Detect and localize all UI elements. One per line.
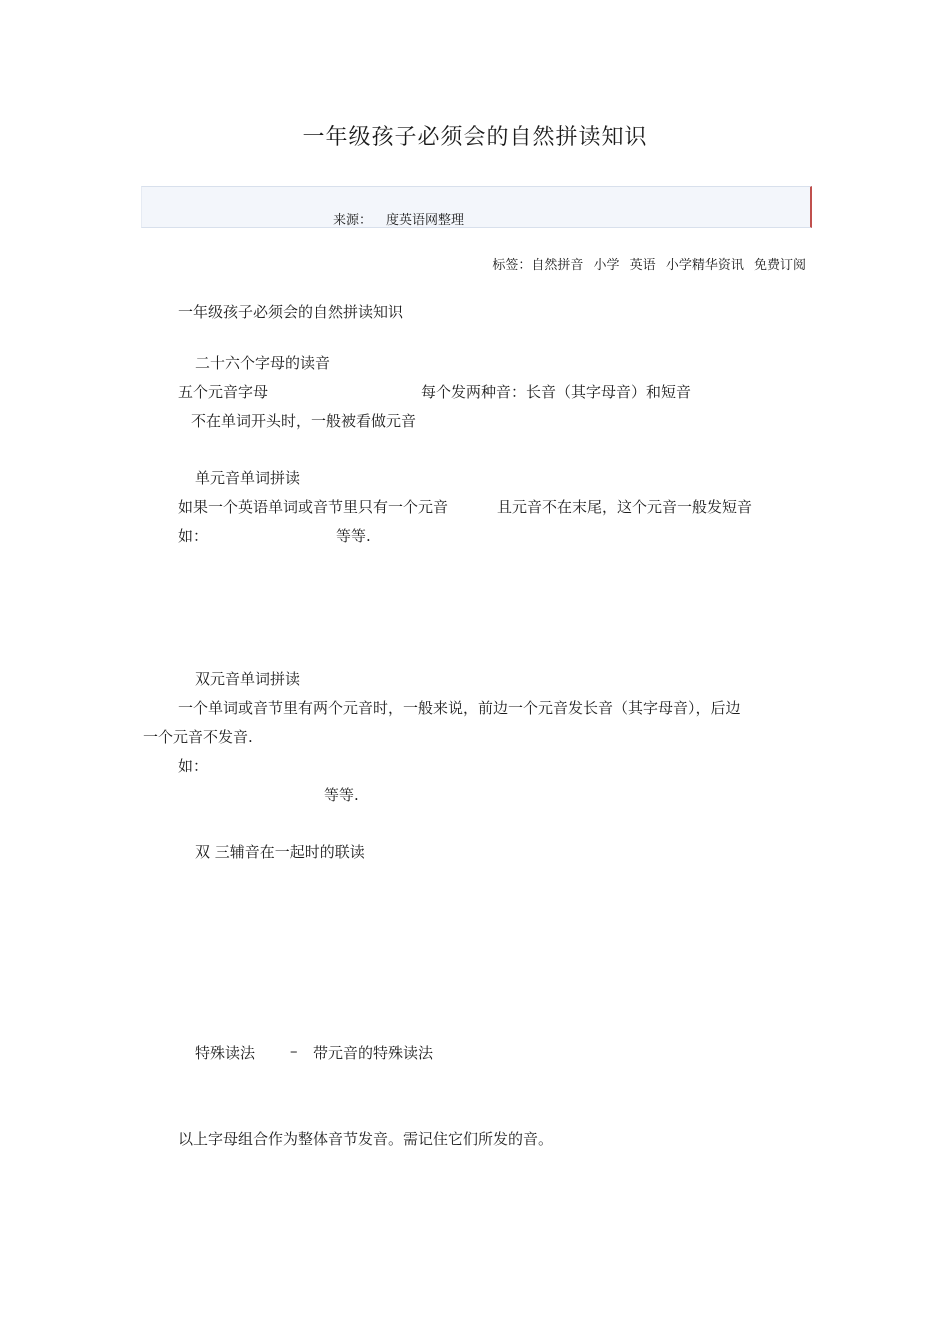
section-heading-double-vowel: 双元音单词拼读	[195, 670, 301, 688]
single-vowel-rule-b: 且元音不在末尾，这个元音一般发短音	[497, 498, 753, 516]
double-vowel-rule-line2: 一个元音不发音.	[143, 728, 253, 746]
tag-free-subscribe[interactable]: 免费订阅	[753, 258, 806, 273]
tags-label: 标签：	[492, 258, 532, 273]
tag-primary-highlights[interactable]: 小学精华资讯	[665, 258, 744, 273]
tag-primary-school[interactable]: 小学	[593, 258, 620, 273]
single-example-label: 如：	[178, 527, 209, 545]
tag-english[interactable]: 英语	[629, 258, 656, 273]
intro-paragraph: 一年级孩子必须会的自然拼读知识	[178, 303, 404, 321]
double-example-etc: 等等.	[324, 786, 359, 804]
not-initial-text: 不在单词开头时，一般被看做元音	[191, 412, 417, 430]
vowel-sounds-text: 每个发两种音：长音（其字母音）和短音	[421, 383, 692, 401]
section-heading-special-reading: 特殊读法	[195, 1044, 256, 1062]
double-vowel-rule-line1: 一个单词或音节里有两个元音时，一般来说，前边一个元音发长音（其字母音），后边	[178, 699, 741, 717]
single-example-etc: 等等.	[336, 527, 371, 545]
tags-row	[492, 254, 806, 273]
section-heading-consonant-blends: 双 三辅音在一起时的联读	[195, 843, 365, 861]
single-vowel-rule-a: 如果一个英语单词或音节里只有一个元音	[178, 498, 449, 516]
source-banner	[141, 186, 812, 228]
section-heading-special-vowel: 带元音的特殊读法	[313, 1044, 434, 1062]
section-heading-single-vowel: 单元音单词拼读	[195, 469, 301, 487]
closing-paragraph: 以上字母组合作为整体音节发音。需记住它们所发的音。	[178, 1130, 554, 1148]
source-label: 来源：	[333, 213, 373, 228]
tag-natural-phonics[interactable]: 自然拼音	[531, 258, 584, 273]
section-heading-dash: –	[290, 1042, 298, 1060]
document-title: 一年级孩子必须会的自然拼读知识	[302, 125, 648, 150]
source-value: 度英语网整理	[386, 213, 465, 228]
section-heading-alphabet: 二十六个字母的读音	[195, 354, 331, 372]
vowel-letters-text: 五个元音字母	[178, 383, 269, 401]
double-example-label: 如：	[178, 757, 209, 775]
